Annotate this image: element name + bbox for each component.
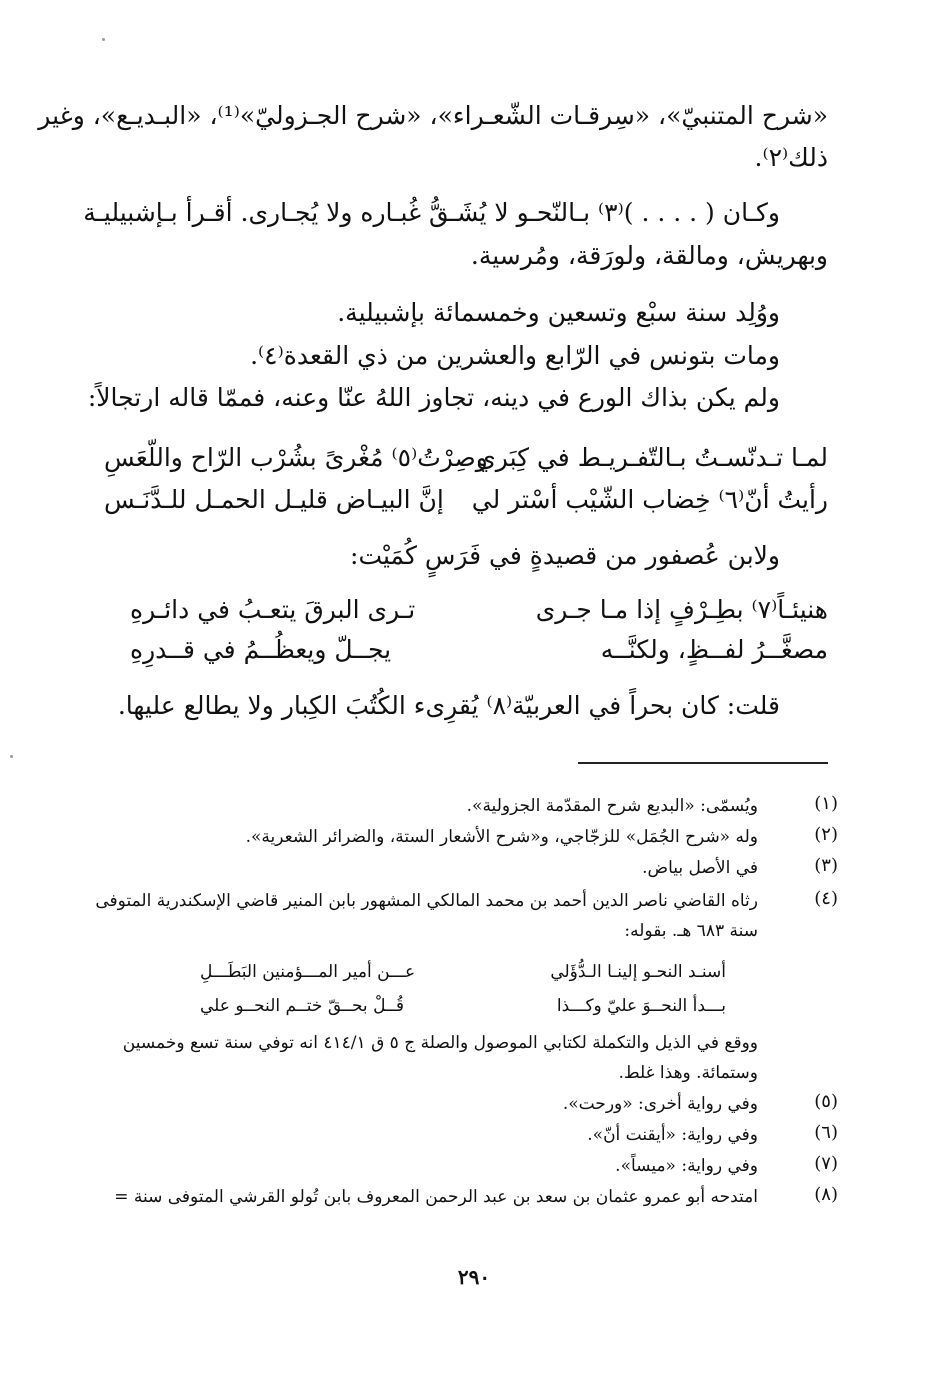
- body-line-2: ذلك⁽٢⁾.: [754, 143, 828, 172]
- footnote-3-text: في الأصل بياض.: [642, 858, 758, 878]
- footnote-3-number: (٣): [814, 855, 838, 876]
- verse-3-second-hemistich: تـرى البرقَ يتعـبُ في دائـرهِ: [130, 595, 416, 624]
- footnote-verse-2-second: قُــلْ بحــقّ ختــم النحــو علي: [200, 996, 405, 1016]
- footnote-6-text: وفي رواية: «أيقنت أنّ».: [587, 1125, 758, 1145]
- body-line-8: ولابن عُصفور من قصيدةٍ في فَرَسٍ كُمَيْت:: [350, 541, 780, 570]
- verse-4-first-hemistich: مصغَّــرُ لفــظٍ، ولكنَّــه: [600, 635, 828, 664]
- body-line-1: «شرح المتنبيّ»، «سِرقـات الشّعـراء»، «شرح الجـزوليّ»⁽¹⁾، «البـديـع»، وغير: [38, 101, 828, 130]
- verse-3-first-hemistich: هنيئـاً⁽٧⁾ بطِـرْفٍ إذا مـا جـرى: [535, 595, 828, 624]
- verse-1-first-hemistich: لمـا تـدنّسـتُ بـالتّفـريـط في كِبَري: [476, 443, 828, 472]
- body-line-7: ولم يكن بذاك الورع في دينه، تجاوز اللهُ عنّا وعنه، فممّا قاله ارتجالاً:: [87, 383, 780, 412]
- footnote-7-number: (٧): [814, 1153, 838, 1174]
- footnote-2-number: (٢): [814, 824, 838, 845]
- footnote-verse-1-second: عـــن أمير المـــؤمنين البَطَـــلِ: [200, 962, 416, 982]
- verse-2-first-hemistich: رأيتُ أنّ⁽٦⁾ خِضاب الشّيْب أسْتر لي: [471, 485, 828, 514]
- footnote-5-text: وفي رواية أخرى: «ورحت».: [562, 1094, 758, 1114]
- footnote-8-text: امتدحه أبو عمرو عثمان بن سعد بن عبد الرحمن المعروف بابن تُولو القرشي المتوفى سنة =: [114, 1187, 758, 1207]
- footnote-verse-1-first: أسنـد النحـو إلينـا الـدُّؤَلي: [550, 962, 726, 982]
- footnote-1-number: (١): [814, 793, 838, 814]
- footnote-4-continuation-line-1: ووقع في الذيل والتكملة لكتابي الموصول والصلة ج ٥ ق ٤١٤/١ انه توفي سنة تسع وخمسين: [122, 1033, 758, 1053]
- footnote-5-number: (٥): [814, 1091, 838, 1112]
- footnote-7-text: وفي رواية: «ميساً».: [615, 1156, 758, 1176]
- body-line-5: ووُلِد سنة سبْع وتسعين وخمسمائة بإشبيلية.: [337, 298, 780, 327]
- footnote-6-number: (٦): [814, 1122, 838, 1143]
- body-line-4: وبهريش، ومالقة، ولورَقة، ومُرسية.: [470, 241, 828, 270]
- scan-speck: [102, 38, 105, 41]
- body-line-3: وكـان ( . . . . )⁽٣⁾ بـالنّحـو لا يُشَـقُّ غُبـاره ولا يُجـارى. أقـرأ بـإشبيليـة: [83, 198, 780, 227]
- footnote-1-text: ويُسمّى: «البديع شرح المقدّمة الجزولية».: [466, 796, 758, 816]
- footnote-4-number: (٤): [814, 888, 838, 909]
- footnote-2-text: وله «شرح الجُمَل» للزجّاجي، و«شرح الأشعار الستة، والضرائر الشعرية».: [245, 827, 758, 847]
- footnote-4-text-line-2: سنة ٦٨٣ هـ. بقوله:: [624, 921, 758, 941]
- verse-2-second-hemistich: إنَّ البيـاض قليـل الحمـل للـدَّنَـس: [104, 485, 444, 514]
- footnote-4-text-line-1: رثاه القاضي ناصر الدين أحمد بن محمد المالكي المشهور بابن المنير قاضي الإسكندرية المتوفى: [95, 891, 758, 911]
- footnote-verse-2-first: بـــدأ النحــوَ عليّ وكـــذا: [556, 996, 726, 1016]
- scan-speck: [10, 755, 13, 758]
- page-number: ٢٩٠: [457, 1265, 491, 1289]
- verse-4-second-hemistich: يجــلّ ويعظُــمُ في قــدرِهِ: [130, 635, 392, 664]
- footnote-4-continuation-line-2: وستمائة. وهذا غلط.: [618, 1063, 758, 1083]
- body-line-9: قلت: كان بحراً في العربيّة⁽٨⁾ يُقرِىء الكُتُبَ الكِبار ولا يطالع عليها.: [117, 691, 780, 720]
- verse-1-second-hemistich: وصِرْتُ⁽٥⁾ مُغْرىً بشُرْب الرّاح واللّعَسِ: [104, 443, 488, 472]
- footnote-separator: [578, 762, 828, 764]
- body-line-6: ومات بتونس في الرّابع والعشرين من ذي القعدة⁽٤⁾.: [250, 341, 780, 370]
- footnote-8-number: (٨): [814, 1184, 838, 1205]
